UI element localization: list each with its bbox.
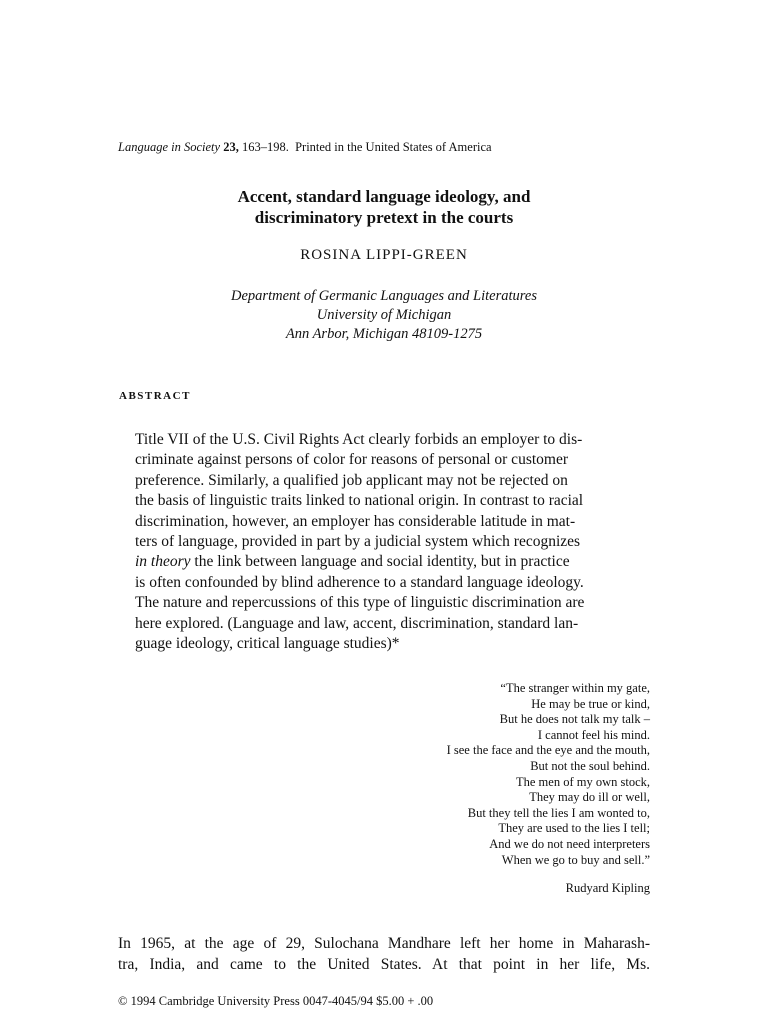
abstract-line: guage ideology, critical language studies)* bbox=[135, 635, 400, 653]
abstract-line: preference. Similarly, a qualified job applicant may not be rejected on bbox=[135, 471, 568, 489]
poem-line: I see the face and the eye and the mouth, bbox=[446, 743, 650, 758]
body-line: tra, India, and came to the United States. At that point in her life, Ms. bbox=[118, 956, 650, 973]
poem-attribution: Rudyard Kipling bbox=[565, 881, 650, 895]
epigraph-poem bbox=[447, 681, 650, 868]
body-paragraph bbox=[118, 933, 650, 975]
affiliation bbox=[0, 287, 768, 344]
abstract-heading: ABSTRACT bbox=[119, 390, 191, 402]
poem-line: I cannot feel his mind. bbox=[537, 727, 650, 742]
abstract-line: here explored. (Language and law, accent, discrimination, standard lan- bbox=[135, 614, 579, 632]
abstract-line: discrimination, however, an employer has considerable latitude in mat- bbox=[135, 512, 576, 530]
journal-header bbox=[118, 140, 492, 155]
journal-pages: 163–198. bbox=[241, 140, 289, 154]
abstract-line: ters of language, provided in part by a judicial system which recognizes bbox=[135, 533, 581, 551]
author-name: ROSINA LIPPI-GREEN bbox=[300, 247, 468, 263]
abstract-line: criminate against persons of color for reasons of personal or customer bbox=[135, 451, 569, 469]
journal-volume: 23, bbox=[223, 140, 239, 154]
affiliation-address: Ann Arbor, Michigan 48109-1275 bbox=[285, 326, 483, 342]
copyright-footer: © 1994 Cambridge University Press 0047-4045/94 $5.00 + .00 bbox=[118, 994, 434, 1008]
poem-line: The men of my own stock, bbox=[515, 774, 650, 789]
journal-name: Language in Society bbox=[118, 140, 221, 154]
poem-line: He may be true or kind, bbox=[531, 696, 650, 711]
article-title bbox=[0, 186, 768, 228]
poem-line: But not the soul behind. bbox=[530, 758, 650, 773]
poem-line: “The stranger within my gate, bbox=[500, 681, 650, 695]
title-line: Accent, standard language ideology, and bbox=[237, 187, 531, 206]
printed-note: Printed in the United States of America bbox=[295, 140, 492, 154]
body-line: In 1965, at the age of 29, Sulochana Mandhare left her home in Maharash- bbox=[118, 935, 650, 952]
abstract-line: Title VII of the U.S. Civil Rights Act clearly forbids an employer to dis- bbox=[135, 431, 583, 448]
abstract-emphasis: in theory bbox=[135, 553, 191, 571]
poem-line: But he does not talk my talk – bbox=[499, 712, 650, 727]
poem-line: When we go to buy and sell.” bbox=[501, 852, 650, 867]
affiliation-department: Department of Germanic Languages and Literatures bbox=[231, 288, 537, 304]
abstract-body bbox=[135, 430, 635, 654]
abstract-line: the basis of linguistic traits linked to national origin. In contrast to racial bbox=[135, 492, 584, 510]
poem-line: But they tell the lies I am wonted to, bbox=[467, 805, 650, 820]
abstract-line bbox=[135, 552, 635, 572]
title-line: discriminatory pretext in the courts bbox=[254, 208, 514, 227]
affiliation-university: University of Michigan bbox=[316, 307, 452, 323]
poem-line: They may do ill or well, bbox=[529, 790, 650, 805]
abstract-line: is often confounded by blind adherence to a standard language ideology. bbox=[135, 573, 584, 591]
abstract-line: The nature and repercussions of this type of linguistic discrimination are bbox=[135, 594, 585, 612]
poem-line: And we do not need interpreters bbox=[489, 836, 650, 851]
poem-line: They are used to the lies I tell; bbox=[498, 821, 650, 836]
abstract-line-rest: the link between language and social identity, but in practice bbox=[190, 553, 570, 571]
